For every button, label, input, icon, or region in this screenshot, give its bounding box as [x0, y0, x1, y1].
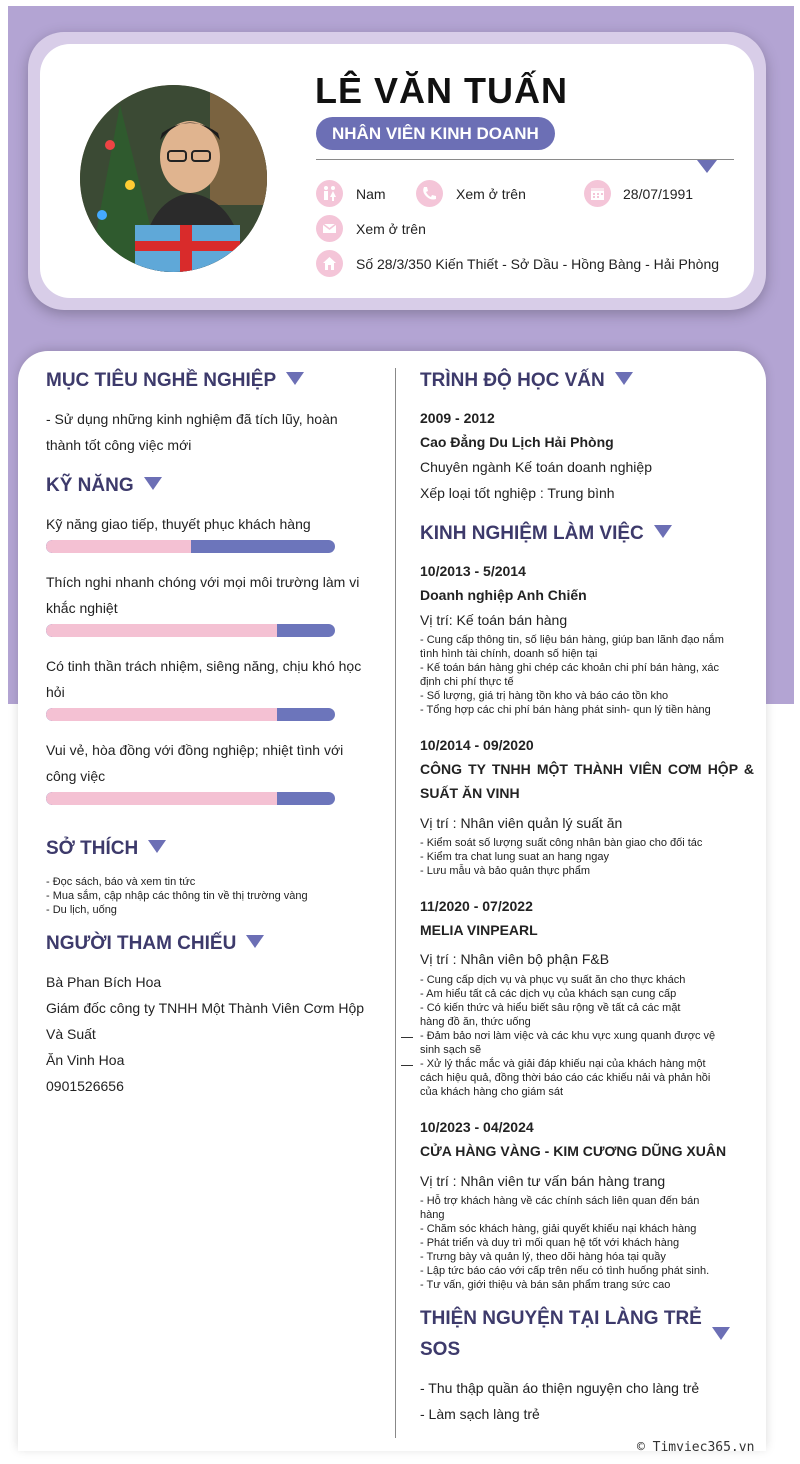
job-detail: - Xử lý thắc mắc và giải đáp khiếu nại của khách hàng một	[420, 1058, 706, 1070]
experience-heading: KINH NGHIỆM LÀM VIỆC	[420, 523, 672, 545]
job-detail: - Lập tức báo cáo với cấp trên nếu có tình huống phát sinh.	[420, 1265, 710, 1277]
skill-label: khắc nghiệt	[46, 600, 118, 616]
job-detail: - Trưng bày và quản lý, theo dõi hàng hóa tại quầy	[420, 1251, 666, 1263]
triangle-down-icon	[712, 1327, 730, 1340]
job-role: Vị trí: Kế toán bán hàng	[420, 612, 568, 628]
charity-heading: SOS	[420, 1339, 461, 1360]
skill-label: Có tinh thần trách nhiệm, siêng năng, chịu khó học	[46, 658, 362, 674]
job-detail: - Am hiểu tất cả các dịch vụ của khách sạn cung cấp	[420, 988, 677, 1000]
charity-line: - Làm sạch làng trẻ	[420, 1406, 540, 1422]
skill-bar	[46, 708, 335, 721]
triangle-down-icon	[148, 840, 166, 853]
job-company: CÔNG TY TNHH MỘT THÀNH VIÊN CƠM HỘP &	[420, 761, 754, 777]
skill-label: Thích nghi nhanh chóng với mọi môi trường làm vi	[46, 574, 360, 590]
education-period: 2009 - 2012	[420, 410, 495, 426]
column-divider	[395, 368, 396, 1438]
job-detail: - Cung cấp dịch vụ và phục vụ suất ăn cho thực khách	[420, 974, 686, 986]
reference-line: Bà Phan Bích Hoa	[46, 974, 162, 990]
skill-label: Kỹ năng giao tiếp, thuyết phục khách hàng	[46, 516, 311, 532]
education-major: Chuyên ngành Kế toán doanh nghiệp	[420, 459, 652, 475]
full-name: LÊ VĂN TUẤN	[315, 70, 568, 111]
job-company: CỬA HÀNG VÀNG - KIM CƯƠNG DŨNG XUÂN	[420, 1143, 727, 1159]
dob-value: 28/07/1991	[623, 186, 694, 202]
job-detail: - Số lượng, giá trị hàng tồn kho và báo cáo tồn kho	[420, 690, 669, 702]
job-detail: - Cung cấp thông tin, số liệu bán hàng, giúp ban lãnh đạo nắm	[420, 634, 724, 646]
job-detail: - Kiểm soát số lượng suất công nhân bàn giao cho đối tác	[420, 837, 703, 849]
job-detail: tình hình tài chính, doanh số hiện tại	[420, 648, 598, 660]
job-detail: - Lưu mẫu và bảo quản thực phẩm	[420, 865, 591, 877]
job-detail: - Đảm bảo nơi làm việc và các khu vực xung quanh được vệ	[420, 1030, 716, 1042]
skill-bar	[46, 624, 335, 637]
job-detail: định chi phí thực tế	[420, 676, 514, 688]
reference-line: Giám đốc công ty TNHH Một Thành Viên Cơm Hộp	[46, 1000, 365, 1016]
footer-brand: © Timviec365.vn	[637, 1440, 755, 1455]
skill-label: công việc	[46, 768, 106, 784]
job-detail: - Tổng hợp các chi phí bán hàng phát sinh- qun lý tiền hàng	[420, 704, 711, 716]
skill-bar	[46, 540, 335, 553]
triangle-down-icon	[654, 525, 672, 538]
job-role: Vị trí : Nhân viên quản lý suất ăn	[420, 815, 623, 831]
job-role: Vị trí : Nhân viên tư vấn bán hàng trang	[420, 1173, 666, 1189]
phone-icon	[416, 180, 443, 207]
hobbies-heading: SỞ THÍCH	[46, 838, 166, 860]
phone-value: Xem ở trên	[456, 186, 526, 202]
avatar-photo-icon	[80, 85, 267, 272]
job-period: 11/2020 - 07/2022	[420, 898, 533, 914]
skill-label: Vui vẻ, hòa đồng với đồng nghiệp; nhiệt tình với	[46, 742, 344, 758]
calendar-icon	[584, 180, 611, 207]
skill-bar-fill	[46, 708, 277, 721]
gender-value: Nam	[356, 186, 386, 202]
charity-heading: THIỆN NGUYỆN TẠI LÀNG TRẺ	[420, 1308, 702, 1329]
job-detail: hàng	[420, 1209, 445, 1221]
job-detail: - Tư vấn, giới thiệu và bán sản phẩm trang sức cao	[420, 1279, 671, 1291]
hobby-item: - Du lịch, uống	[46, 904, 117, 916]
skill-bar-fill	[46, 792, 277, 805]
job-company: Doanh nghiệp Anh Chiến	[420, 587, 587, 603]
job-role: Vị trí : Nhân viên bộ phận F&B	[420, 951, 610, 967]
skill-label: hỏi	[46, 684, 65, 700]
job-period: 10/2023 - 04/2024	[420, 1119, 534, 1135]
job-period: 10/2014 - 09/2020	[420, 737, 534, 753]
job-detail: - Có kiến thức và hiểu biết sâu rộng về tất cả các mặt	[420, 1002, 681, 1014]
reference-line: 0901526656	[46, 1078, 124, 1094]
job-company: SUẤT ĂN VINH	[420, 785, 520, 801]
hobby-item: - Mua sắm, cập nhập các thông tin về thị trường vàng	[46, 890, 308, 902]
triangle-down-icon	[144, 477, 162, 490]
job-detail: sinh sạch sẽ	[420, 1044, 482, 1056]
skill-bar-fill	[46, 540, 191, 553]
reference-line: Ăn Vinh Hoa	[46, 1052, 125, 1068]
job-detail: - Kiểm tra chat lung suat an hang ngay	[420, 851, 609, 863]
job-detail: cách hiệu quả, đồng thời báo cáo các khiếu nải và phản hồi	[420, 1072, 711, 1084]
job-period: 10/2013 - 5/2014	[420, 563, 526, 579]
gender-icon	[316, 180, 343, 207]
skill-bar	[46, 792, 335, 805]
email-icon	[316, 215, 343, 242]
triangle-down-icon	[246, 935, 264, 948]
job-company: MELIA VINPEARL	[420, 922, 538, 938]
job-detail: của khách hàng cho giám sát	[420, 1086, 564, 1098]
email-value: Xem ở trên	[356, 221, 426, 237]
reference-line: Và Suất	[46, 1026, 96, 1042]
job-detail: - Kế toán bán hàng ghi chép các khoản chi phí bán hàng, xác	[420, 662, 720, 674]
job-detail: - Phát triển và duy trì mối quan hệ tốt với khách hàng	[420, 1237, 680, 1249]
dash-mark	[401, 1065, 413, 1066]
job-detail: hàng đồ ăn, thức uống	[420, 1016, 531, 1028]
education-school: Cao Đẳng Du Lịch Hải Phòng	[420, 434, 614, 450]
education-rank: Xếp loại tốt nghiệp : Trung bình	[420, 485, 615, 501]
hobby-item: - Đọc sách, báo và xem tin tức	[46, 876, 196, 888]
address-value: Số 28/3/350 Kiến Thiết - Sở Dầu - Hồng Bàng - Hải Phòng	[356, 256, 720, 272]
dash-mark	[401, 1037, 413, 1038]
avatar	[80, 85, 267, 272]
charity-line: - Thu thập quần áo thiện nguyện cho làng trẻ	[420, 1380, 700, 1396]
job-detail: - Hỗ trợ khách hàng về các chính sách liên quan đến bán	[420, 1195, 700, 1207]
job-detail: - Chăm sóc khách hàng, giải quyết khiếu nại khách hàng	[420, 1223, 697, 1235]
position-badge: NHÂN VIÊN KINH DOANH	[316, 117, 555, 150]
skills-heading: KỸ NĂNG	[46, 475, 162, 497]
triangle-down-icon	[286, 372, 304, 385]
skill-bar-fill	[46, 624, 277, 637]
reference-heading: NGƯỜI THAM CHIẾU	[46, 933, 264, 955]
home-icon	[316, 250, 343, 277]
triangle-down-icon	[697, 160, 717, 173]
header-divider	[316, 159, 734, 160]
triangle-down-icon	[615, 372, 633, 385]
objective-heading: MỤC TIÊU NGHỀ NGHIỆP	[46, 370, 304, 392]
education-heading: TRÌNH ĐỘ HỌC VẤN	[420, 370, 633, 392]
objective-line: - Sử dụng những kinh nghiệm đã tích lũy, hoàn	[46, 411, 338, 427]
objective-line: thành tốt công việc mới	[46, 437, 192, 453]
